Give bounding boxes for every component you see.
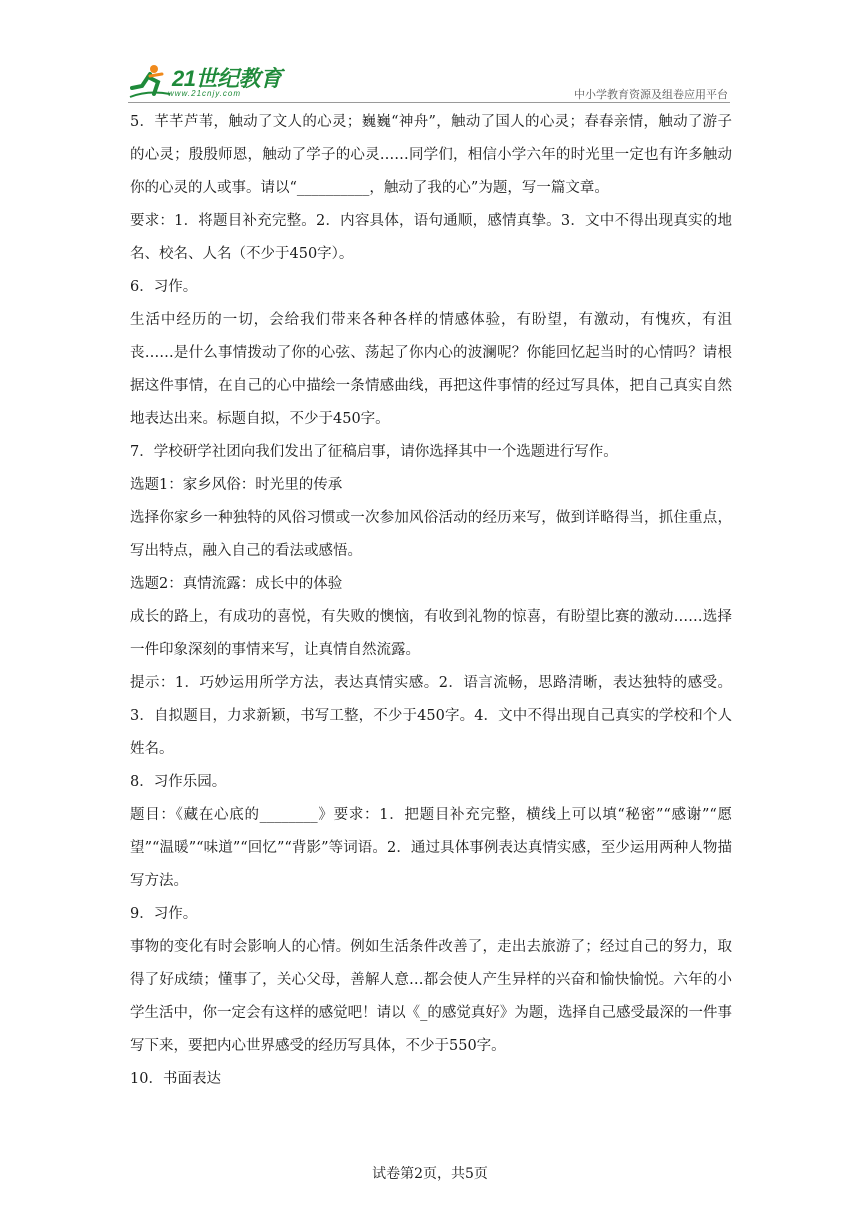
- question-heading: 8．习作乐园。: [130, 774, 227, 790]
- paragraph: 生活中经历的一切，会给我们带来各种各样的情感体验，有盼望，有激动，有愧疚，有沮丧……是什么事情拨动了你的心弦、荡起了你内心的波澜呢？你能回忆起当时的心情吗？请根据这件事情，在自己的心中描绘一条情感曲线，再把这件事情的经过写具体，把自己真实自然地表达出来。标题自拟，不少于450字。: [130, 312, 732, 427]
- topic-title: 选题2：真情流露：成长中的体验: [130, 576, 343, 592]
- topic-title: 选题1：家乡风俗：时光里的传承: [130, 477, 343, 493]
- document-body: [130, 106, 732, 1096]
- paragraph: 事物的变化有时会影响人的心情。例如生活条件改善了，走出去旅游了；经过自己的努力，取得了好成绩；懂事了，关心父母，善解人意…都会使人产生异样的兴奋和愉快愉悦。六年的小学生活中，你一定会有这样的感觉吧！请以《_的感觉真好》为题，选择自己感受最深的一件事写下来，要把内心世界感受的经历写具体，不少于550字。: [130, 939, 732, 1054]
- platform-name: 中小学教育资源及组卷应用平台: [574, 88, 728, 101]
- paragraph: 5．芊芊芦苇，触动了文人的心灵；巍巍“神舟”，触动了国人的心灵；春春亲情，触动了游子的心灵；殷殷师恩，触动了学子的心灵……同学们，相信小学六年的时光里一定也有许多触动你的心灵的人或事。请以“__________，触动了我的心”为题，写一篇文章。: [130, 114, 732, 196]
- page-footer: 试卷第2页，共5页: [372, 1166, 488, 1182]
- page-header: [128, 62, 730, 103]
- paragraph: 成长的路上，有成功的喜悦，有失败的懊恼，有收到礼物的惊喜，有盼望比赛的激动……选择一件印象深刻的事情来写，让真情自然流露。: [130, 609, 732, 658]
- logo-text: 21世纪教育: [172, 66, 282, 91]
- paragraph: 选择你家乡一种独特的风俗习惯或一次参加风俗活动的经历来写，做到详略得当，抓住重点，写出特点，融入自己的看法或感悟。: [130, 510, 732, 559]
- paragraph: 提示：1．巧妙运用所学方法，表达真情实感。2．语言流畅，思路清晰，表达独特的感受。3．自拟题目，力求新颖，书写工整，不少于450字。4．文中不得出现自己真实的学校和个人姓名。: [130, 675, 732, 757]
- paragraph: 题目：《藏在心底的________》要求：1．把题目补充完整，横线上可以填“秘密”“感谢”“愿望”“温暖”“味道”“回忆”“背影”等词语。2．通过具体事例表达真情实感，至少运用两种人物描写方法。: [130, 807, 732, 889]
- runner-icon: [128, 64, 172, 100]
- question-heading: 7．学校研学社团向我们发出了征稿启事，请你选择其中一个选题进行写作。: [130, 444, 618, 460]
- question-heading: 6．习作。: [130, 279, 198, 295]
- paragraph: 要求：1．将题目补充完整。2．内容具体，语句通顺，感情真挚。3．文中不得出现真实的地名、校名、人名（不少于450字）。: [130, 213, 732, 262]
- logo-url: www.21cnjy.com: [168, 89, 241, 98]
- logo: [128, 62, 282, 100]
- question-heading: 9．习作。: [130, 906, 198, 922]
- question-heading: 10．书面表达: [130, 1071, 221, 1087]
